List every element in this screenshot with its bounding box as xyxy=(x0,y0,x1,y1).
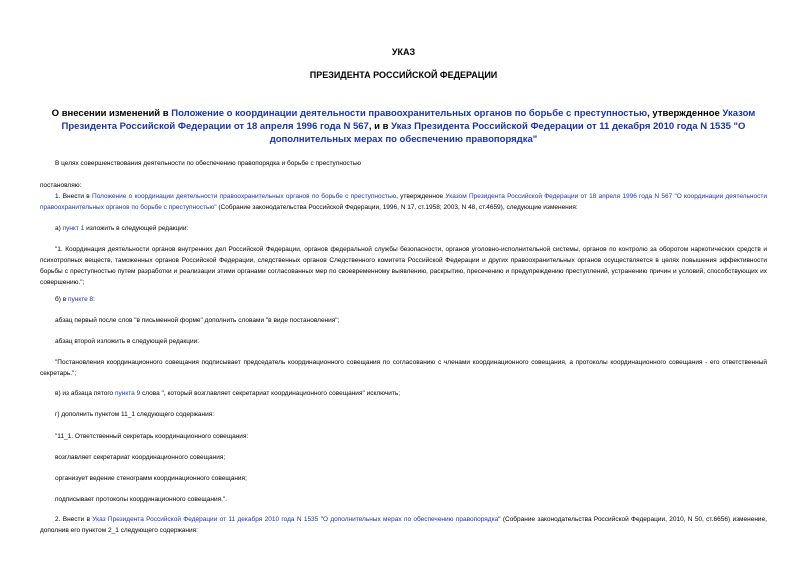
item-g-line-2: возглавляет секретариат координационного совещания; xyxy=(55,454,226,461)
p2-text-1: 2. Внести в xyxy=(55,516,93,523)
p1-text-1: 1. Внести в xyxy=(55,193,93,200)
item-a-link-punkt-1[interactable]: пункт 1 xyxy=(62,225,85,232)
doc-title-ukaz: УКАЗ xyxy=(391,47,416,57)
item-g-line-3: организует ведение стенограмм координационного совещания; xyxy=(55,475,247,482)
heading-link-ukaz-1535[interactable]: Указ Президента Российской Федерации от 11 декабря 2010 года N 1535 "О дополнительных мерах по обеспечению правопорядка" xyxy=(269,121,746,145)
quote-punkt-1: "1. Координация деятельности органов внутренних дел Российской Федерации, органов федеральной службы безопасности, органов уголовно-исполнительной системы, органов по контролю за оборотом наркотических средств и психотропных веществ, таможенных органов Российской Федерации, следственных органов Следственного комитета Российской Федерации и других правоохранительных органов осуществляется в целях повышения эффективности борьбы с преступностью путем разработки и реализации этими органами согласованных мер по своевременному выявлению, раскрытию, пресечению и предупреждению преступлений, устранению причин и условий, способствующих их совершению."; xyxy=(40,246,767,286)
item-g: г) дополнить пунктом 11_1 следующего содержания: xyxy=(55,411,215,418)
item-g-line-1: "11_1. Ответственный секретарь координационного совещания: xyxy=(55,433,249,440)
item-b-abzac-2: абзац второй изложить в следующей редакции: xyxy=(55,338,200,345)
doc-title-president: ПРЕЗИДЕНТА РОССИЙСКОЙ ФЕДЕРАЦИИ xyxy=(309,70,498,80)
item-b xyxy=(40,294,767,305)
item-b-abzac-1: абзац первый после слов "в письменной форме" дополнить словами "в виде постановления"; xyxy=(55,317,340,324)
item-a xyxy=(40,223,767,234)
item-v-text-2: слова ", который возглавляет секретариат координационного совещания" исключить; xyxy=(140,390,401,397)
item-b-text-2: : xyxy=(93,296,95,303)
item-b-link-punkt-8[interactable]: пункте 8 xyxy=(67,296,94,303)
heading-link-polozhenie[interactable]: Положение о координации деятельности правоохранительных органов по борьбе с преступностью xyxy=(171,108,648,119)
item-v xyxy=(40,388,767,399)
p2-text-3: " (Собрание законодательства Российской Федерации, 2010, N 50, ст.6656) изменение, дополнив его пунктом 2_1 следующего содержания: xyxy=(40,516,767,534)
p1-text-3: (Собрание законодательства Российской Федерации, 1996, N 17, ст.1958; 2003, N 48, ст.4659), следующие изменения: xyxy=(216,204,578,211)
preamble-paragraph: В целях совершенствования деятельности по обеспечению правопорядка и борьбе с преступностью xyxy=(55,160,362,167)
item-b-text-1: б) в xyxy=(55,296,68,303)
heading-text-3: , и в xyxy=(368,121,392,132)
heading-link-ukaz-567[interactable]: Указом Президента Российской Федерации от 18 апреля 1996 года N 567 xyxy=(61,108,756,132)
doc-heading xyxy=(40,107,767,146)
item-v-link-punkt-9[interactable]: пункта 9 xyxy=(114,390,141,397)
item-a-text-1: а) xyxy=(55,225,63,232)
decree-word: постановляю: xyxy=(40,182,82,189)
item-a-text-2: изложить в следующей редакции: xyxy=(84,225,189,232)
p2-link-o-dop-merah[interactable]: О дополнительных мерах по обеспечению правопорядка xyxy=(322,516,499,523)
p1-text-2: , утвержденное xyxy=(396,193,446,200)
p2-text-2: " xyxy=(318,516,323,523)
p1-link-ukaz-567[interactable]: Указом Президента Российской Федерации от 18 апреля 1996 года N 567 "О координации деятельности правоохранительных органов по борьбе с преступностью" xyxy=(40,193,767,211)
heading-text-1: О внесении изменений в xyxy=(51,108,172,119)
item-g-line-4: подписывает протоколы координационного совещания.". xyxy=(55,496,228,503)
item-v-text-1: в) из абзаца пятого xyxy=(55,390,115,397)
p2-link-ukaz-1535[interactable]: Указ Президента Российской Федерации от 11 декабря 2010 года N 1535 xyxy=(92,516,319,523)
heading-text-2: , утвержденное xyxy=(647,108,723,119)
paragraph-1 xyxy=(40,191,767,213)
p1-link-polozhenie[interactable]: Положение о координации деятельности правоохранительных органов по борьбе с преступностью xyxy=(92,193,397,200)
quote-postanovleniya: "Постановления координационного совещания подписывает председатель координационного совещания по согласованию с членами координационного совещания, а протоколы координационного совещания - его ответственный секретарь."; xyxy=(40,359,767,377)
paragraph-2 xyxy=(40,514,767,536)
